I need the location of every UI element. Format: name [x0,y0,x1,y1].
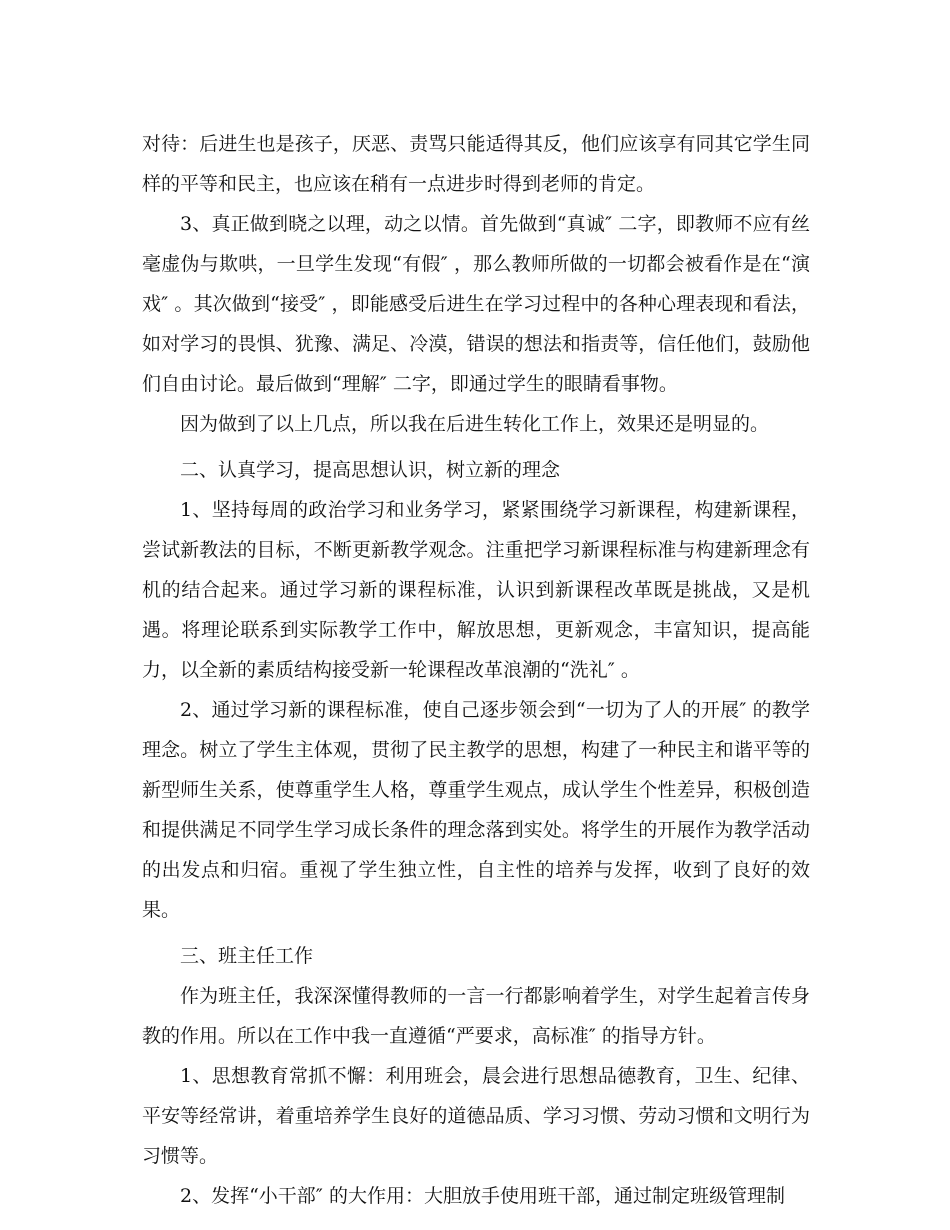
section-heading-3: 三、班主任工作 [180,945,314,967]
paragraph-section3-intro: 作为班主任，我深深懂得教师的一言一行都影响着学生，对学生起着言传身教的作用。所以在工作中我一直遵循“严要求，高标准″ 的指导方针。 [142,985,810,1047]
paragraph-section2-item-1: 1、坚持每周的政治学习和业务学习，紧紧围绕学习新课程，构建新课程，尝试新教法的目标，不断更新教学观念。注重把学习新课程标准与构建新理念有机的结合起来。通过学习新的课程标准，认识到新课程改革既是挑战，又是机遇。将理论联系到实际教学工作中，解放思想，更新观念，丰富知识，提高能力，以全新的素质结构接受新一轮课程改革浪潮的“洗礼″ 。 [142,499,810,681]
document-body [142,124,810,1216]
paragraph-summary: 因为做到了以上几点，所以我在后进生转化工作上，效果还是明显的。 [180,413,770,435]
paragraph-section2-item-2: 2、通过学习新的课程标准，使自己逐步领会到“一切为了人的开展″ 的教学理念。树立了学生主体观，贯彻了民主教学的思想，构建了一种民主和谐平等的新型师生关系，使尊重学生人格，尊重学生观点，成认学生个性差异，积极创造和提供满足不同学生学习成长条件的理念落到实处。将学生的开展作为教学活动的出发点和归宿。重视了学生独立性，自主性的培养与发挥，收到了良好的效果。 [142,699,810,921]
paragraph-continuation: 对待：后进生也是孩子，厌恶、责骂只能适得其反，他们应该享有同其它学生同样的平等和民主，也应该在稍有一点进步时得到老师的肯定。 [142,133,810,195]
section-heading-2: 二、认真学习，提高思想认识，树立新的理念 [180,459,561,481]
paragraph-section3-item-1: 1、思想教育常抓不懈：利用班会，晨会进行思想品德教育，卫生、纪律、平安等经常讲，着重培养学生良好的道德品质、学习习惯、劳动习惯和文明行为习惯等。 [142,1065,810,1167]
paragraph-section3-item-2: 2、发挥“小干部″ 的大作用：大胆放手使用班干部，通过制定班级管理制 [180,1185,785,1207]
paragraph-item-3: 3、真正做到晓之以理，动之以情。首先做到“真诚″ 二字，即教师不应有丝毫虚伪与欺哄，一旦学生发现“有假″ ，那么教师所做的一切都会被看作是在“演戏″ 。其次做到“接受″ ，即能感受后进生在学习过程中的各种心理表现和看法，如对学习的畏惧、犹豫、满足、冷漠，错误的想法和指责等，信任他们，鼓励他们自由讨论。最后做到“理解″ 二字，即通过学生的眼睛看事物。 [142,213,810,395]
